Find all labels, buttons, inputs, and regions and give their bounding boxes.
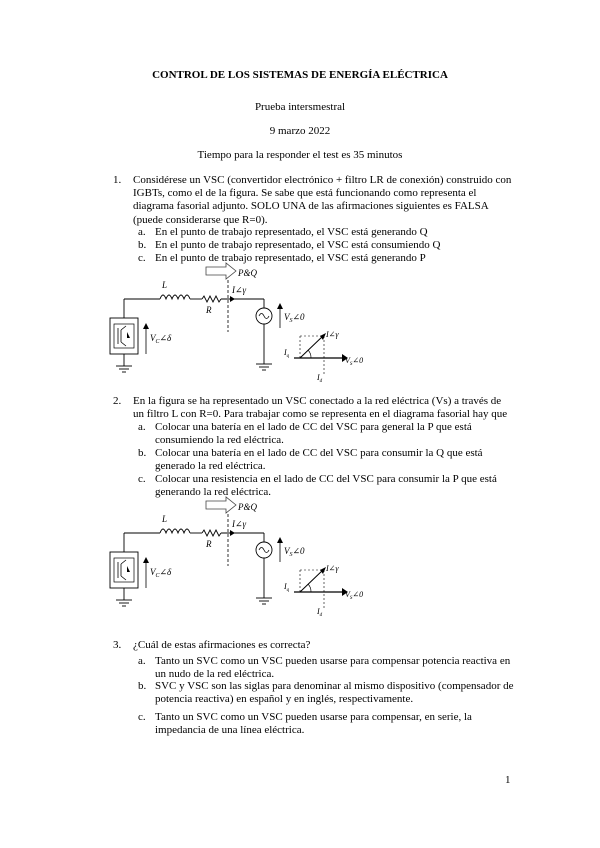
q2-option-a-text: Colocar una batería en el lado de CC del VSC para general la P que está consumiendo la red eléctrica. [155,421,472,447]
q2-option-c-text: Colocar una resistencia en el lado de CC del VSC para consumir la P que está generando la red eléctrica. [155,473,497,499]
phasor-id-label-2: I [317,607,320,616]
inductor-symbol-2 [160,529,190,533]
exam-date: 9 marzo 2022 [269,125,331,137]
power-flow-arrow-2 [206,497,236,513]
question-3-text: ¿Cuál de estas afirmaciones es correcta? [133,639,311,651]
svg-text:Id [316,607,323,618]
exam-time-note: Tiempo para la responder el test es 35 minutos [197,149,403,161]
inductor-label-2: L [162,514,168,524]
resistor-symbol [202,296,221,302]
power-flow-arrow [206,263,236,279]
vc-label-2: V [150,567,156,577]
phasor-iq-label-2: I [284,582,287,591]
svg-text:VC∠δ [150,567,172,579]
resistor-label-2: R [206,539,212,549]
q1-option-c-letter: c. [138,252,146,264]
vc-angle: ∠δ [159,333,172,343]
phasor-vs-angle-2: ∠0 [352,590,364,599]
svg-text:Iq [283,582,290,593]
phasor-vs-sub-2: S [349,596,353,601]
q1-option-c-text: En el punto de trabajo representado, el VSC está generando P [155,252,426,264]
phasor-iq-sub-2: q [286,588,290,593]
q1-option-a-text: En el punto de trabajo representado, el VSC está generando Q [155,226,428,238]
question-1-text: Considérese un VSC (convertidor electrónico + filtro LR de conexión) construido con IGBTs, como el de la figura. Se sabe que está funcionando como representa el diagrama fasorial adjunto. SOLO UNA de las afirmaciones siguientes es FALSA (puede considerarse que R=0). [133,174,512,226]
q3-option-b-letter: b. [138,680,147,692]
q1-option-b-letter: b. [138,239,147,251]
phasor-current-label: I∠γ [326,330,339,339]
q3-option-a-letter: a. [138,655,146,667]
svg-text:VS∠0 [345,356,363,367]
vs-angle-2: ∠0 [292,546,305,556]
vc-subscript: C [155,339,160,345]
vs-label: V [284,312,290,322]
question-1-number: 1. [113,174,122,186]
q3-option-a-text: Tanto un SVC como un VSC pueden usarse para compensar potencia reactiva en un nudo de la red eléctrica. [155,655,511,681]
phasor-current-vector [300,335,324,358]
phasor-id-sub-2: d [319,613,323,618]
svg-text:VC∠δ [150,333,172,345]
vc-angle-2: ∠δ [159,567,172,577]
inductor-label: L [162,280,168,290]
q2-option-a-letter: a. [138,421,146,433]
current-label-2: I∠γ [232,519,247,529]
inductor-symbol [160,295,190,299]
power-label: P&Q [238,268,257,278]
q2-option-c-letter: c. [138,473,146,485]
current-arrow-2 [230,530,235,536]
q3-option-c-text: Tanto un SVC como un VSC pueden usarse para compensar, en serie, la impedancia de una línea eléctrica. [155,711,472,737]
vs-label-2: V [284,546,290,556]
q3-option-b-text: SVC y VSC son las siglas para denominar al mismo dispositivo (compensador de potencia reactiva) en español y en inglés, respectivamente. [155,680,514,706]
vc-subscript-2: C [155,573,160,579]
current-label: I∠γ [232,285,247,295]
exam-title: CONTROL DE LOS SISTEMAS DE ENERGÍA ELÉCTRICA [152,69,448,81]
vc-label: V [150,333,156,343]
circuit-figure-1 [104,262,384,390]
vc-arrow-2 [143,557,149,563]
phasor-vs-label: V [345,356,350,365]
vs-subscript-2: S [289,552,293,558]
q1-option-b-text: En el punto de trabajo representado, el VSC está consumiendo Q [155,239,441,251]
phasor-id-label: I [317,373,320,382]
phasor-current-vector-2 [300,569,324,592]
power-label-2: P&Q [238,502,257,512]
question-2-number: 2. [113,395,122,407]
exam-subtitle: Prueba intersmestral [254,101,346,113]
phasor-vs-sub: S [349,362,353,367]
svg-text:Iq [283,348,290,359]
phasor-iq-label: I [284,348,287,357]
phasor-vs-angle: ∠0 [352,356,364,365]
svg-text:Id [316,373,323,384]
circuit-figure-2 [104,496,384,624]
resistor-symbol-2 [202,530,221,536]
current-arrow [230,296,235,302]
q2-option-b-letter: b. [138,447,147,459]
q3-option-c-letter: c. [138,711,146,723]
svg-text:VS∠0 [345,590,363,601]
phasor-id-sub: d [319,379,323,384]
page-number: 1 [505,774,511,786]
svg-text:VS∠0 [284,312,305,324]
resistor-label: R [206,305,212,315]
phasor-current-label-2: I∠γ [326,564,339,573]
q1-option-a-letter: a. [138,226,146,238]
phasor-iq-sub: q [286,354,290,359]
question-3-number: 3. [113,639,122,651]
vs-subscript: S [289,318,293,324]
question-2-text: En la figura se ha representado un VSC conectado a la red eléctrica (Vs) a través de un filtro L con R=0. Para trabajar como se representa en el diagrama fasorial hay que [133,395,508,421]
q2-option-b-text: Colocar una batería en el lado de CC del VSC para consumir la Q que está generado la red eléctrica. [155,447,483,473]
vc-arrow [143,323,149,329]
vs-angle: ∠0 [292,312,305,322]
svg-text:VS∠0 [284,546,305,558]
phasor-vs-label-2: V [345,590,350,599]
